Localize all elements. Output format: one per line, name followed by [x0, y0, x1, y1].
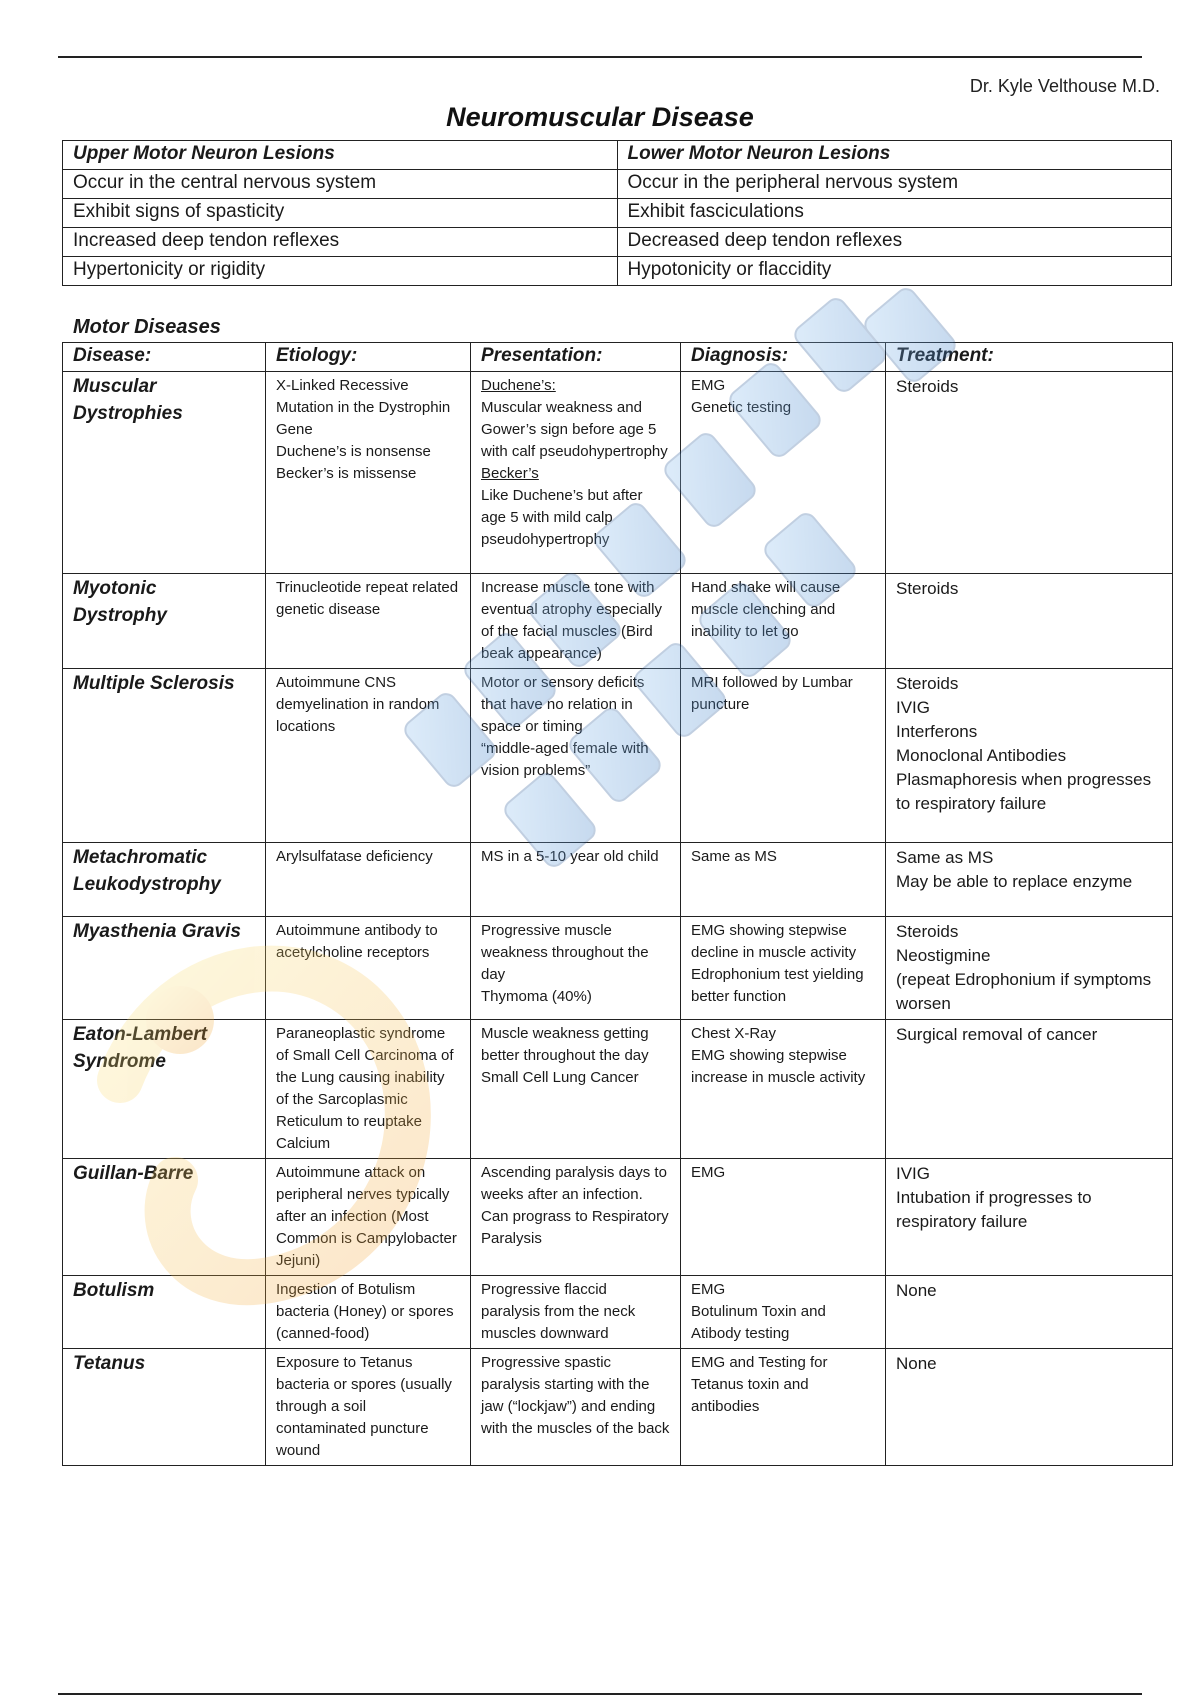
disease-name-cell: Myotonic Dystrophy: [63, 574, 266, 669]
etiology-cell: [266, 917, 471, 1020]
diagnosis-line: Hand shake will cause muscle clenching and inability to let go: [691, 579, 841, 640]
lower-motor-cell: Hypotonicity or flaccidity: [617, 257, 1172, 286]
disease-name-cell: Guillan-Barre: [63, 1159, 266, 1276]
etiology-line: Autoimmune attack on peripheral nerves typically after an infection (Most Common is Campylobacter Jejuni): [276, 1164, 457, 1269]
presentation-cell: [471, 574, 681, 669]
etiology-line: Paraneoplastic syndrome of Small Cell Carcinoma of the Lung causing inability of the Sarcoplasmic Reticulum to reuptake Calcium: [276, 1025, 454, 1152]
treatment-line: Interferons: [896, 722, 978, 741]
treatment-line: Steroids: [896, 579, 959, 598]
disease-row: [63, 1020, 1173, 1159]
motor-header-row: [63, 343, 1173, 372]
disease-row: [63, 917, 1173, 1020]
disease-name-cell: Metachromatic Leukodystrophy: [63, 843, 266, 917]
disease-row: [63, 843, 1173, 917]
diagnosis-cell: [681, 372, 886, 574]
treatment-cell: [886, 574, 1173, 669]
etiology-line: Becker’s is missense: [276, 465, 417, 482]
author-name: Dr. Kyle Velthouse M.D.: [969, 76, 1160, 96]
presentation-line: Muscular weakness and Gower’s sign before age 5 with calf pseudohypertrophy: [481, 399, 668, 460]
disease-row: [63, 372, 1173, 574]
presentation-subheading: Becker’s: [481, 465, 539, 482]
etiology-cell: [266, 372, 471, 574]
etiology-line: Ingestion of Botulism bacteria (Honey) or spores (canned-food): [276, 1281, 454, 1342]
page-title: Neuromuscular Disease: [446, 102, 754, 132]
diagnosis-cell: [681, 1159, 886, 1276]
treatment-line: Neostigmine: [896, 946, 991, 965]
upper-motor-header: Upper Motor Neuron Lesions: [63, 141, 618, 170]
disease-name-cell: Muscular Dystrophies: [63, 372, 266, 574]
disease-name-cell: Multiple Sclerosis: [63, 669, 266, 843]
presentation-line: Progressive spastic paralysis starting with the jaw (“lockjaw”) and ending with the muscles of the back: [481, 1354, 670, 1437]
etiology-header: Etiology:: [266, 343, 471, 372]
etiology-cell: [266, 1159, 471, 1276]
etiology-cell: [266, 843, 471, 917]
lesions-table: [62, 140, 1172, 286]
diagnosis-line: EMG showing stepwise decline in muscle activity: [691, 922, 857, 961]
treatment-line: Surgical removal of cancer: [896, 1025, 1098, 1044]
etiology-line: X-Linked Recessive Mutation in the Dystrophin Gene: [276, 377, 451, 438]
lesions-row: [63, 170, 1172, 199]
diagnosis-line: EMG: [691, 377, 726, 394]
diagnosis-line: Botulinum Toxin and Atibody testing: [691, 1303, 826, 1342]
presentation-line: Muscle weakness getting better throughout the day: [481, 1025, 649, 1064]
treatment-line: Steroids: [896, 674, 959, 693]
presentation-line: Like Duchene’s but after age 5 with mild calp pseudohypertrophy: [481, 487, 643, 548]
upper-motor-cell: Exhibit signs of spasticity: [63, 199, 618, 228]
presentation-line: “middle-aged female with vision problems”: [481, 740, 649, 779]
diagnosis-line: Genetic testing: [691, 399, 792, 416]
presentation-line: Progressive muscle weakness throughout the day: [481, 922, 649, 983]
presentation-cell: [471, 917, 681, 1020]
diagnosis-line: Edrophonium test yielding better function: [691, 966, 864, 1005]
diagnosis-line: EMG showing stepwise increase in muscle activity: [691, 1047, 866, 1086]
motor-diseases-table: [62, 342, 1173, 1466]
etiology-cell: [266, 669, 471, 843]
diagnosis-cell: [681, 669, 886, 843]
treatment-cell: [886, 1276, 1173, 1349]
treatment-header: Treatment:: [886, 343, 1173, 372]
presentation-line: Thymoma (40%): [481, 988, 592, 1005]
upper-motor-cell: Occur in the central nervous system: [63, 170, 618, 199]
presentation-line: Progressive flaccid paralysis from the neck muscles downward: [481, 1281, 636, 1342]
disease-row: [63, 669, 1173, 843]
treatment-line: IVIG: [896, 698, 931, 717]
disease-name-cell: Botulism: [63, 1276, 266, 1349]
treatment-line: Steroids: [896, 922, 959, 941]
etiology-cell: [266, 1276, 471, 1349]
disease-row: [63, 1159, 1173, 1276]
treatment-line: Same as MS: [896, 848, 994, 867]
upper-motor-cell: Hypertonicity or rigidity: [63, 257, 618, 286]
etiology-line: Trinucleotide repeat related genetic disease: [276, 579, 459, 618]
presentation-cell: [471, 1349, 681, 1466]
treatment-cell: [886, 1159, 1173, 1276]
diagnosis-cell: [681, 843, 886, 917]
etiology-line: Duchene’s is nonsense: [276, 443, 431, 460]
diagnosis-header: Diagnosis:: [681, 343, 886, 372]
treatment-line: None: [896, 1354, 937, 1373]
presentation-line: Can prograss to Respiratory Paralysis: [481, 1208, 669, 1247]
treatment-cell: [886, 669, 1173, 843]
diagnosis-line: Chest X-Ray: [691, 1025, 777, 1042]
treatment-cell: [886, 917, 1173, 1020]
presentation-cell: [471, 669, 681, 843]
treatment-line: May be able to replace enzyme: [896, 872, 1133, 891]
presentation-subheading: Duchene’s:: [481, 377, 556, 394]
motor-diseases-label: Motor Diseases: [73, 316, 221, 338]
lower-motor-cell: Exhibit fasciculations: [617, 199, 1172, 228]
lesions-row: [63, 228, 1172, 257]
etiology-line: Autoimmune CNS demyelination in random locations: [276, 674, 440, 735]
presentation-cell: [471, 843, 681, 917]
presentation-line: Motor or sensory deficits that have no relation in space or timing: [481, 674, 645, 735]
etiology-line: Exposure to Tetanus bacteria or spores (usually through a soil contaminated puncture wound: [276, 1354, 452, 1459]
presentation-line: Small Cell Lung Cancer: [481, 1069, 639, 1086]
treatment-cell: [886, 372, 1173, 574]
presentation-line: Increase muscle tone with eventual atrophy especially of the facial muscles (Bird beak appearance): [481, 579, 662, 662]
upper-motor-cell: Increased deep tendon reflexes: [63, 228, 618, 257]
presentation-cell: [471, 1276, 681, 1349]
disease-name-cell: Tetanus: [63, 1349, 266, 1466]
etiology-cell: [266, 574, 471, 669]
presentation-header: Presentation:: [471, 343, 681, 372]
diagnosis-line: Same as MS: [691, 848, 777, 865]
diagnosis-cell: [681, 1020, 886, 1159]
presentation-line: Ascending paralysis days to weeks after an infection.: [481, 1164, 667, 1203]
diagnosis-line: MRI followed by Lumbar puncture: [691, 674, 853, 713]
treatment-line: Steroids: [896, 377, 959, 396]
etiology-cell: [266, 1020, 471, 1159]
lower-motor-cell: Occur in the peripheral nervous system: [617, 170, 1172, 199]
diagnosis-line: EMG: [691, 1281, 726, 1298]
lower-motor-header: Lower Motor Neuron Lesions: [617, 141, 1172, 170]
treatment-cell: [886, 1349, 1173, 1466]
disease-name-cell: Eaton-Lambert Syndrome: [63, 1020, 266, 1159]
diagnosis-cell: [681, 1349, 886, 1466]
disease-row: [63, 574, 1173, 669]
presentation-cell: [471, 372, 681, 574]
disease-header: Disease:: [63, 343, 266, 372]
diagnosis-line: EMG: [691, 1164, 726, 1181]
disease-name-cell: Myasthenia Gravis: [63, 917, 266, 1020]
treatment-line: Monoclonal Antibodies: [896, 746, 1067, 765]
lesions-header-row: [63, 141, 1172, 170]
diagnosis-cell: [681, 574, 886, 669]
treatment-line: Intubation if progresses to respiratory failure: [896, 1188, 1092, 1231]
lower-motor-cell: Decreased deep tendon reflexes: [617, 228, 1172, 257]
treatment-line: (repeat Edrophonium if symptoms worsen: [896, 970, 1152, 1013]
treatment-line: Plasmaphoresis when progresses to respiratory failure: [896, 770, 1152, 813]
etiology-cell: [266, 1349, 471, 1466]
presentation-line: MS in a 5-10 year old child: [481, 848, 659, 865]
presentation-cell: [471, 1020, 681, 1159]
disease-row: [63, 1276, 1173, 1349]
treatment-cell: [886, 1020, 1173, 1159]
bottom-rule: [58, 1693, 1142, 1695]
lesions-row: [63, 199, 1172, 228]
etiology-line: Arylsulfatase deficiency: [276, 848, 433, 865]
etiology-line: Autoimmune antibody to acetylcholine receptors: [276, 922, 438, 961]
diagnosis-line: EMG and Testing for Tetanus toxin and antibodies: [691, 1354, 828, 1415]
diagnosis-cell: [681, 1276, 886, 1349]
diagnosis-cell: [681, 917, 886, 1020]
top-rule: [58, 56, 1142, 58]
presentation-cell: [471, 1159, 681, 1276]
treatment-cell: [886, 843, 1173, 917]
disease-row: [63, 1349, 1173, 1466]
lesions-row: [63, 257, 1172, 286]
treatment-line: IVIG: [896, 1164, 931, 1183]
treatment-line: None: [896, 1281, 937, 1300]
